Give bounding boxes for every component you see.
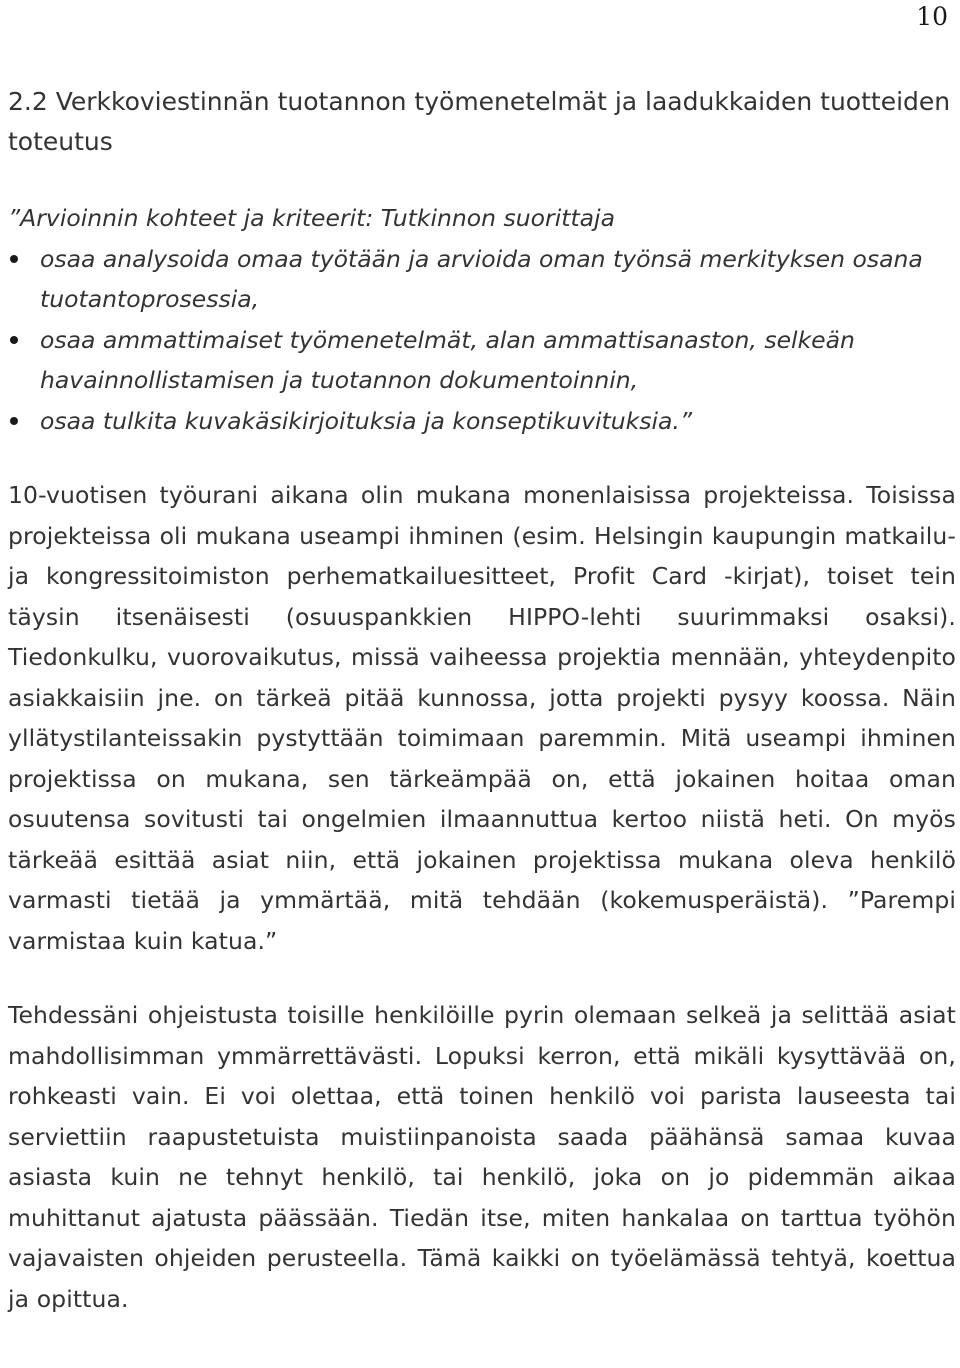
criteria-list <box>8 239 956 442</box>
page-number: 10 <box>916 2 948 31</box>
assessment-criteria-quote <box>8 198 956 441</box>
page-content <box>8 82 956 1319</box>
criteria-item: osaa ammattimaiset työmenetelmät, alan ammattisanaston, selkeän havainnollistamisen ja tuotannon dokumentoinnin, <box>8 320 956 401</box>
section-heading: 2.2 Verkkoviestinnän tuotannon työmenetelmät ja laadukkaiden tuotteiden toteutus <box>8 87 951 156</box>
criteria-item: osaa tulkita kuvakäsikirjoituksia ja konseptikuvituksia.” <box>8 401 956 442</box>
criteria-item: osaa analysoida omaa työtään ja arvioida oman työnsä merkityksen osana tuotantoprosessia, <box>8 239 956 320</box>
quote-intro: ”Arvioinnin kohteet ja kriteerit: Tutkinnon suorittaja <box>8 204 615 232</box>
body-paragraph: 10-vuotisen työurani aikana olin mukana monenlaisissa projekteissa. Toisissa projekteissa oli mukana useampi ihminen (esim. Helsingin kaupungin matkailu- ja kongressitoimiston perhematkailuesitteet, Profit Card -kirjat), toiset tein täysin itsenäisesti (osuuspankkien HIPPO-lehti suurimmaksi osaksi). Tiedonkulku, vuorovaikutus, missä vaiheessa projektia mennään, yhteydenpito asiakkaisiin jne. on tärkeä pitää kunnossa, jotta projekti pysyy koossa. Näin yllätystilanteissakin pystyttään toimimaan paremmin. Mitä useampi ihminen projektissa on mukana, sen tärkeämpää on, että jokainen hoitaa oman osuutensa sovitusti tai ongelmien ilmaannuttua kertoo niistä heti. On myös tärkeää esittää asiat niin, että jokainen projektissa mukana oleva henkilö varmasti tietää ja ymmärtää, mitä tehdään (kokemusperäistä). ”Parempi varmistaa kuin katua.” <box>8 481 956 955</box>
body-paragraph: Tehdessäni ohjeistusta toisille henkilöille pyrin olemaan selkeä ja selittää asiat mahdollisimman ymmärrettävästi. Lopuksi kerron, että mikäli kysyttävää on, rohkeasti vain. Ei voi olettaa, että toinen henkilö voi parista lauseesta tai serviettiin raapustetuista muistiinpanoista saada päähänsä samaa kuvaa asiasta kuin ne tehnyt henkilö, tai henkilö, joka on jo pidemmän aikaa muhittanut ajatusta päässään. Tiedän itse, miten hankalaa on tarttua työhön vajavaisten ohjeiden perusteella. Tämä kaikki on työelämässä tehtyä, koettua ja opittua. <box>8 1001 956 1313</box>
